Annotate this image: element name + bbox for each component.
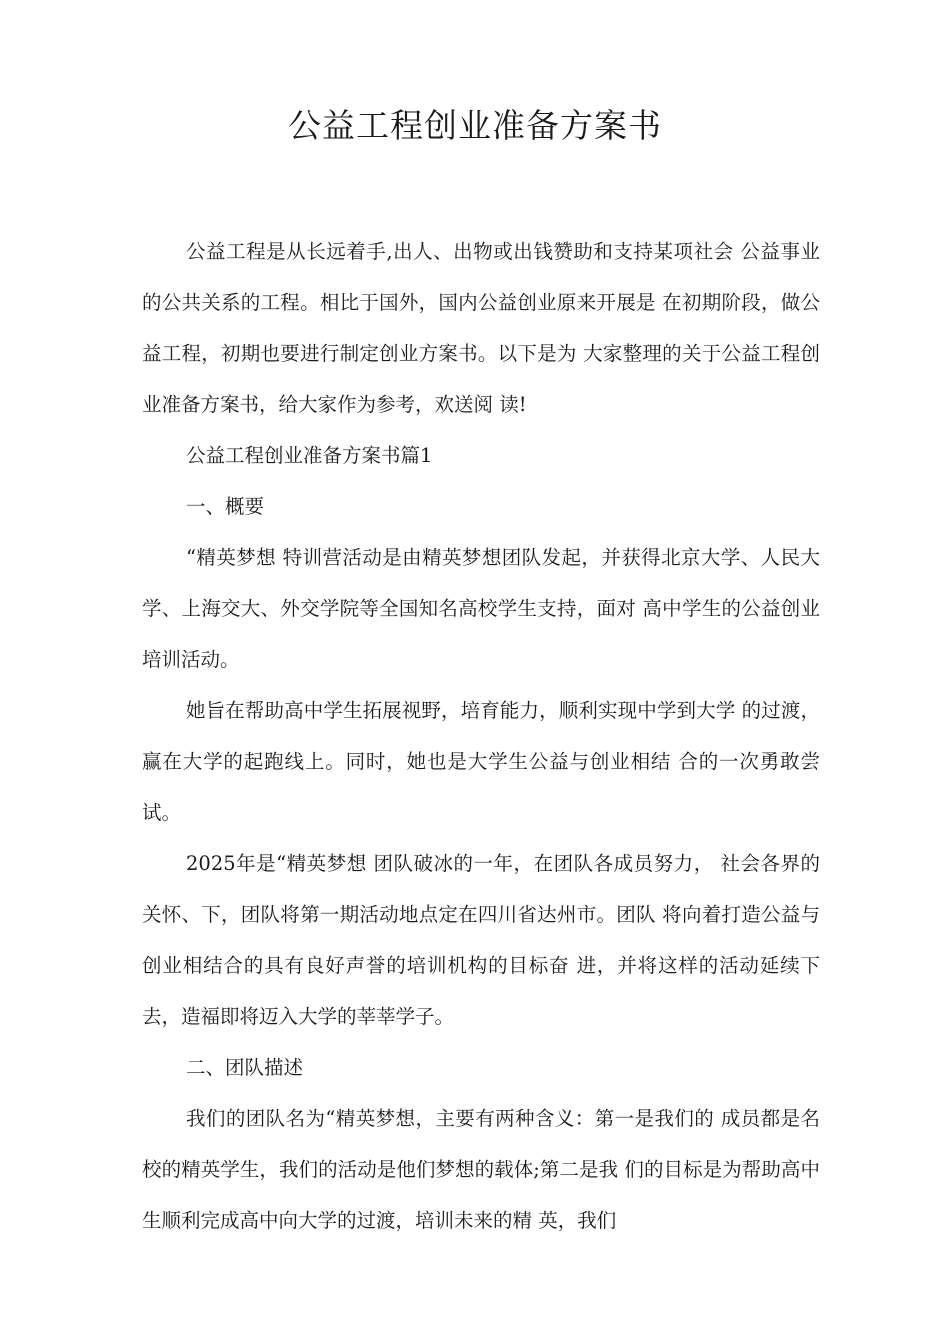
section-heading-part1: 公益工程创业准备方案书篇1 [186, 444, 433, 467]
paragraph-overview-3: 2025年是“精英梦想 团队破冰的一年，在团队各成员努力， 社会各界的关怀、下，团队将第一期活动地点定在四川省达州市。团队 将向着打造公益与创业相结合的具有良好声誉的培训机构的目标奋 进，并将这样的活动延续下去，造福即将迈入大学的莘莘学子。 [142, 852, 820, 1028]
paragraph-team-1: 我们的团队名为“精英梦想，主要有两种含义：第一是我们的 成员都是名校的精英学生，我们的活动是他们梦想的载体;第二是我 们的目标是为帮助高中生顺利完成高中向大学的过渡，培训未来的精 英，我们 [142, 1107, 820, 1232]
paragraph-overview-2: 她旨在帮助高中学生拓展视野，培育能力，顺利实现中学到大学 的过渡，赢在大学的起跑线上。同时，她也是大学生公益与创业相结 合的一次勇敢尝试。 [142, 699, 820, 824]
document-body [142, 226, 820, 1246]
paragraph-overview-1: “精英梦想 特训营活动是由精英梦想团队发起，并获得北京大学、人民大学、上海交大、外交学院等全国知名高校学生支持，面对 高中学生的公益创业培训活动。 [142, 546, 820, 671]
paragraph-intro: 公益工程是从长远着手,出人、出物或出钱赞助和支持某项社会 公益事业的公共关系的工程。相比于国外，国内公益创业原来开展是 在初期阶段，做公益工程，初期也要进行制定创业方案书。以下是为 大家整理的关于公益工程创业准备方案书，给大家作为参考，欢送阅 读! [142, 240, 820, 416]
section-heading-team: 二、团队描述 [186, 1056, 304, 1079]
document-title: 公益工程创业准备方案书 [288, 106, 662, 145]
section-heading-overview: 一、概要 [186, 495, 265, 518]
